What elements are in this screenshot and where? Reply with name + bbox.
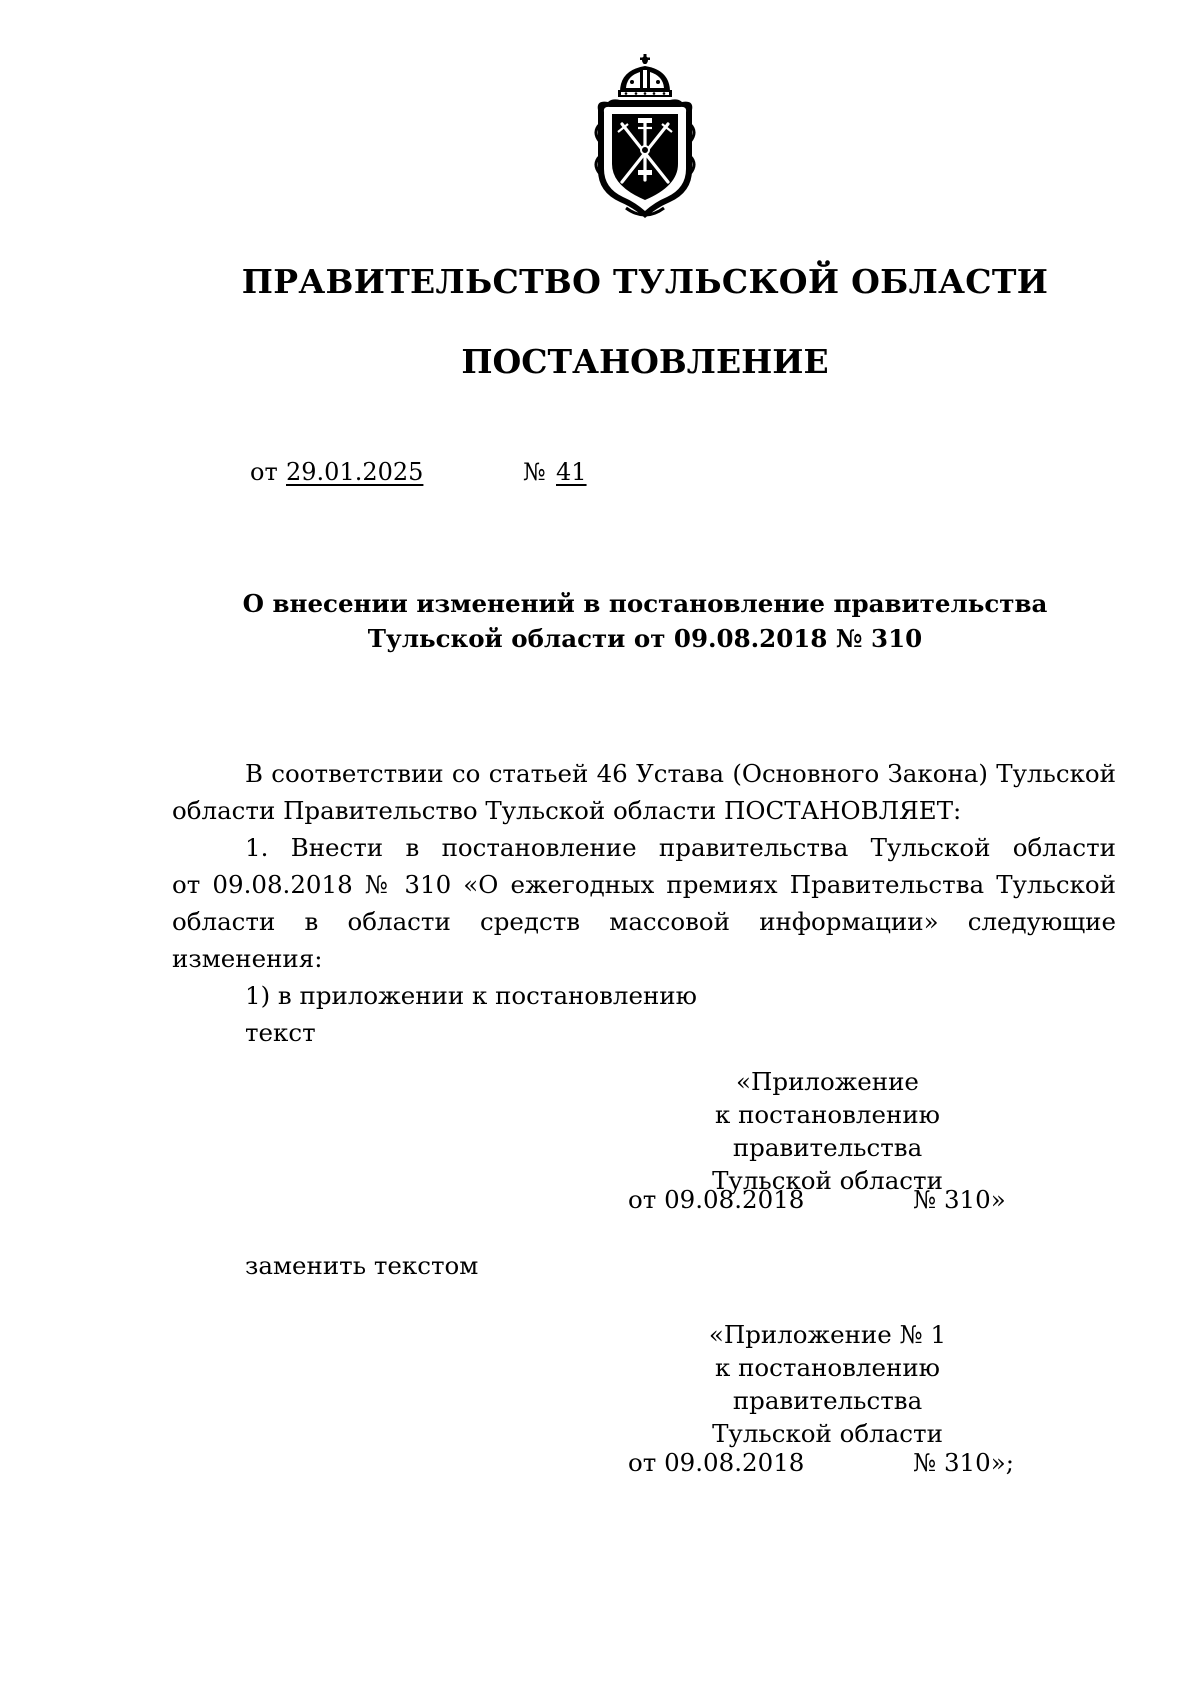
subject-line-1: О внесении изменений в постановление правительства: [242, 589, 1048, 618]
preamble-paragraph: В соответствии со статьей 46 Устава (Основного Закона) Тульской области Правительство Тульской области ПОСТАНОВЛЯЕТ:: [172, 759, 1116, 825]
old-appendix-line-1: «Приложение: [736, 1067, 919, 1096]
document-type: ПОСТАНОВЛЕНИЕ: [461, 342, 829, 381]
old-appendix-date: от 09.08.2018: [628, 1185, 805, 1214]
new-appendix-line-3: Тульской области: [712, 1419, 943, 1448]
new-appendix-number: № 310»;: [913, 1448, 1014, 1477]
document-date: 29.01.2025: [286, 458, 424, 486]
old-appendix-line-3: Тульской области: [712, 1166, 943, 1195]
text-label: текст: [245, 1018, 316, 1047]
document-subject: [0, 586, 1200, 656]
document-number: 41: [556, 458, 587, 486]
subitem-1: 1) в приложении к постановлению: [245, 981, 697, 1010]
new-appendix-date: от 09.08.2018: [628, 1448, 805, 1477]
number-sign: №: [523, 458, 546, 486]
new-appendix-line-2: к постановлению правительства: [715, 1353, 940, 1415]
item-1-continuation: от 09.08.2018 № 310 «О ежегодных премиях Правительства Тульской области в области средств массовой информации» следующие изменения:: [172, 870, 1116, 973]
subject-line-2: Тульской области от 09.08.2018 № 310: [367, 624, 923, 653]
old-appendix-heading: [630, 1065, 1025, 1197]
tula-coat-of-arms-icon: [590, 52, 700, 220]
government-name: ПРАВИТЕЛЬСТВО ТУЛЬСКОЙ ОБЛАСТИ: [241, 262, 1049, 301]
item-1-first-line: 1. Внести в постановление правительства Тульской области: [245, 833, 1116, 862]
old-appendix-number: № 310»: [913, 1185, 1006, 1214]
replace-label: заменить текстом: [245, 1251, 479, 1280]
new-appendix-line-1: «Приложение № 1: [708, 1320, 947, 1349]
new-appendix-heading: [630, 1318, 1025, 1450]
old-appendix-line-2: к постановлению правительства: [715, 1100, 940, 1162]
document-body: [172, 755, 1116, 1051]
date-prefix: от: [250, 458, 278, 486]
